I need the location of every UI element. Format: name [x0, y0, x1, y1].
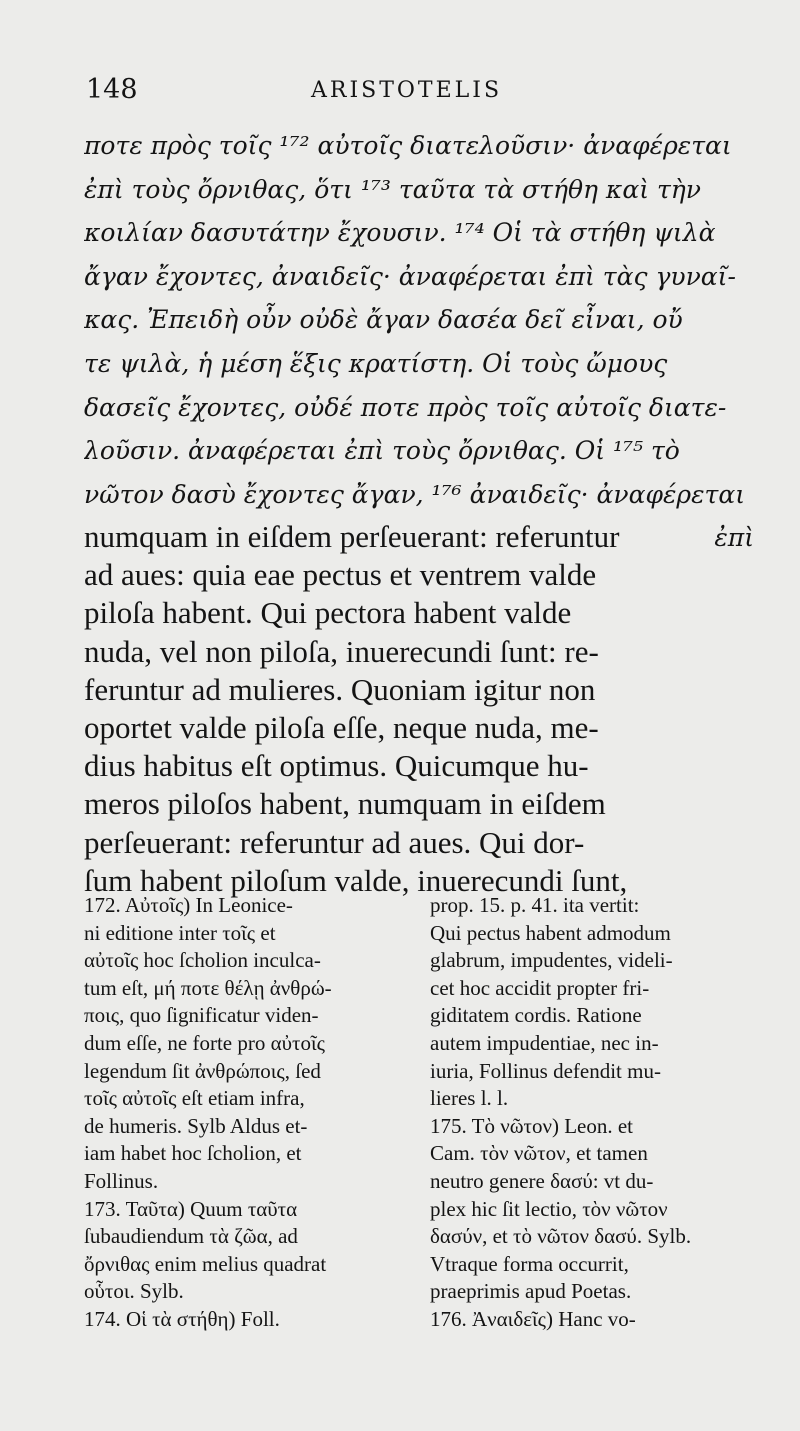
- greek-line: δασεῖς ἔχοντες, οὐδέ ποτε πρὸς τοῖς αὐτοῖς διατε-: [84, 392, 727, 422]
- greek-line: κοιλίαν δασυτάτην ἔχουσιν. ¹⁷⁴ Οἱ τὰ στήθη ψιλὰ: [84, 218, 716, 248]
- footnote-line: 175. Τὸ νῶτον) Leon. et: [430, 1113, 633, 1138]
- page-number: 148: [86, 74, 138, 105]
- footnote-line: ni editione inter τοῖς et: [84, 920, 276, 945]
- footnote-line: cet hoc accidit propter fri-: [430, 975, 650, 1000]
- greek-catchword: ἐπὶ: [714, 523, 754, 553]
- footnote-line: de humeris. Sylb Aldus et-: [84, 1113, 308, 1138]
- greek-line: ἐπὶ τοὺς ὄρνιθας, ὅτι ¹⁷³ ταῦτα τὰ στήθη καὶ τὴν: [84, 174, 701, 204]
- footnote-line: autem impudentiae, nec in-: [430, 1030, 659, 1055]
- footnote-line: tum eſt, μή ποτε θέλῃ ἀνθρώ-: [84, 975, 332, 1000]
- footnote-line: δασύν, et τὸ νῶτον δασύ. Sylb.: [430, 1224, 692, 1249]
- greek-line: κας. Ἐπειδὴ οὖν οὐδὲ ἄγαν δασέα δεῖ εἶναι, οὔ: [84, 305, 683, 335]
- footnote-line: 176. Ἀναιδεῖς) Hanc vo-: [430, 1306, 636, 1331]
- greek-text-block: [84, 124, 764, 560]
- latin-line: nuda, vel non piloſa, inuerecundi ſunt: re-: [84, 633, 599, 669]
- footnote-line: plex hic ſit lectio, τὸν νῶτον: [430, 1196, 668, 1221]
- latin-line: oportet valde piloſa eſſe, neque nuda, me-: [84, 709, 599, 745]
- footnote-line: neutro genere δασύ: vt du-: [430, 1168, 654, 1193]
- latin-line: ad aues: quia eae pectus et ventrem valde: [84, 557, 597, 593]
- footnote-line: iuria, Follinus defendit mu-: [430, 1058, 661, 1083]
- latin-line: feruntur ad mulieres. Quoniam igitur non: [84, 671, 596, 707]
- greek-line: ἄγαν ἔχοντες, ἀναιδεῖς· ἀναφέρεται ἐπὶ τὰς γυναῖ-: [84, 261, 736, 291]
- latin-line: meros piloſos habent, numquam in eiſdem: [84, 786, 606, 822]
- latin-text-block: [84, 518, 774, 900]
- latin-line: perſeuerant: referuntur ad aues. Qui dor-: [84, 824, 585, 860]
- footnote-line: 173. Ταῦτα) Quum ταῦτα: [84, 1196, 298, 1221]
- running-title: ARISTOTELIS: [311, 78, 503, 103]
- footnote-line: Qui pectus habent admodum: [430, 920, 671, 945]
- footnote-line: legendum ſit ἀνθρώποις, ſed: [84, 1058, 321, 1083]
- latin-line: numquam in eiſdem perſeuerant: referuntur: [84, 519, 620, 554]
- footnote-line: lieres l. l.: [430, 1086, 509, 1111]
- footnote-line: dum eſſe, ne forte pro αὐτοῖς: [84, 1030, 325, 1055]
- footnote-line: ſubaudiendum τὰ ζῶα, ad: [84, 1224, 298, 1249]
- footnote-line: iam habet hoc ſcholion, et: [84, 1141, 302, 1166]
- greek-line: λοῦσιν. ἀναφέρεται ἐπὶ τοὺς ὄρνιθας. Οἱ ¹⁷⁵ τὸ: [84, 436, 680, 466]
- latin-line: ſum habent piloſum valde, inuerecundi ſunt,: [84, 862, 628, 898]
- latin-line: piloſa habent. Qui pectora habent valde: [84, 595, 572, 631]
- page-header: [86, 74, 786, 114]
- footnote-line: ποις, quo ſignificatur viden-: [84, 1003, 319, 1028]
- footnote-line: 174. Οἱ τὰ στήθη) Foll.: [84, 1306, 280, 1331]
- greek-line: νῶτον δασὺ ἔχοντες ἄγαν, ¹⁷⁶ ἀναιδεῖς· ἀναφέρεται: [84, 479, 746, 509]
- footnote-line: Follinus.: [84, 1168, 159, 1193]
- footnote-line: τοῖς αὐτοῖς eſt etiam infra,: [84, 1086, 305, 1111]
- footnote-line: Vtraque forma occurrit,: [430, 1251, 629, 1276]
- footnote-line: ὄρνιθας enim melius quadrat: [84, 1251, 327, 1276]
- footnote-line: 172. Αὐτοῖς) In Leonice-: [84, 893, 293, 917]
- footnote-line: Cam. τὸν νῶτον, et tamen: [430, 1141, 648, 1166]
- footnotes-left-column: [84, 892, 416, 1334]
- footnote-line: giditatem cordis. Ratione: [430, 1003, 642, 1028]
- footnote-line: prop. 15. p. 41. ita vertit:: [430, 893, 640, 917]
- footnote-line: αὐτοῖς hoc ſcholion inculca-: [84, 948, 321, 973]
- footnote-line: praeprimis apud Poetas.: [430, 1279, 632, 1304]
- greek-line: ποτε πρὸς τοῖς ¹⁷² αὐτοῖς διατελοῦσιν· ἀναφέρεται: [84, 131, 732, 160]
- footnote-line: glabrum, impudentes, videli-: [430, 948, 673, 973]
- greek-line: τε ψιλὰ, ἡ μέση ἕξις κρατίστη. Οἱ τοὺς ὤμους: [84, 348, 668, 378]
- footnote-line: οὗτοι. Sylb.: [84, 1279, 184, 1304]
- latin-line: dius habitus eſt optimus. Quicumque hu-: [84, 748, 589, 784]
- footnotes-right-column: [430, 892, 784, 1334]
